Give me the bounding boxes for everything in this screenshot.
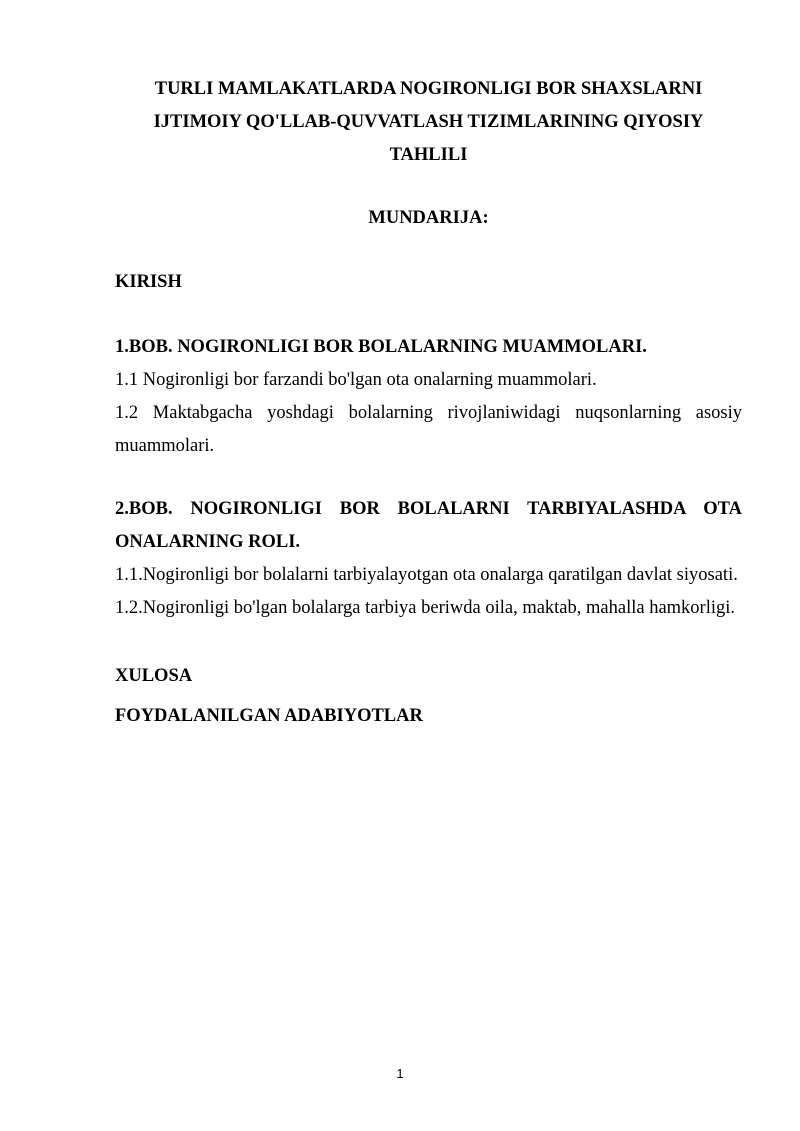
chapter-2-item-2: 1.2.Nogironligi bo'lgan bolalarga tarbiya beriwda oila, maktab, mahalla hamkorligi. [115,598,736,618]
toc-conclusion: XULOSA [115,666,193,686]
toc-chapter-1 [115,331,742,463]
page-number: 1 [396,1066,404,1081]
chapter-1-item-2: 1.2 Maktabgacha yoshdagi bolalarning rivojlaniwidagi nuqsonlarning asosiy muammolari. [115,403,742,456]
title-line-2: IJTIMOIY QO'LLAB-QUVVATLASH TIZIMLARINING QIYOSIY [153,112,704,132]
chapter-1-title: 1.BOB. NOGIRONLIGI BOR BOLALARNING MUAMMOLARI. [115,337,647,357]
toc-intro: KIRISH [115,272,182,292]
chapter-2-title: 2.BOB. NOGIRONLIGI BOR BOLALARNI TARBIYALASHDA OTA ONALARNING ROLI. [115,499,742,552]
chapter-1-item-1: 1.1 Nogironligi bor farzandi bo'lgan ota onalarning muammolari. [115,370,597,390]
toc-chapter-2 [115,493,742,625]
title-line-1: TURLI MAMLAKATLARDA NOGIRONLIGI BOR SHAXSLARNI [154,79,703,99]
chapter-2-item-1: 1.1.Nogironligi bor bolalarni tarbiyalayotgan ota onalarga qaratilgan davlat siyosati. [115,565,738,585]
toc-heading: MUNDARIJA: [368,208,489,228]
title-line-3: TAHLILI [389,145,468,165]
document-title [115,73,742,172]
toc-references: FOYDALANILGAN ADABIYOTLAR [115,706,423,726]
